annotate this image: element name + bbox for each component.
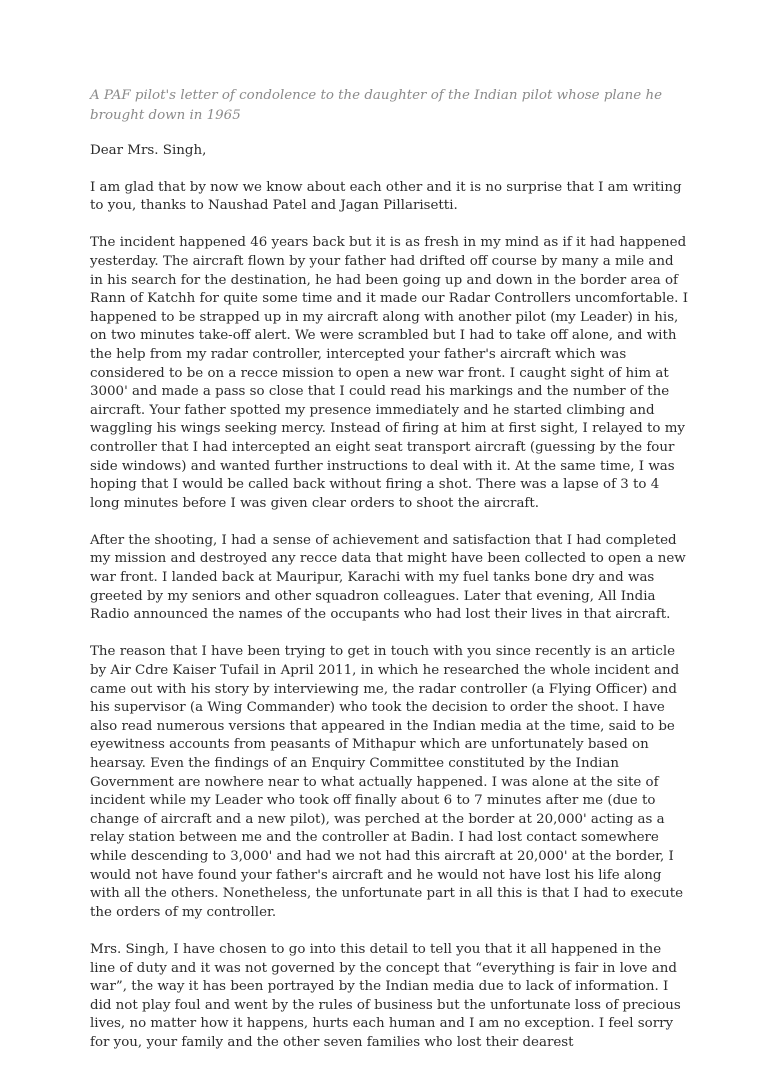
paragraph-reason: The reason that I have been trying to get in touch with you since recently is an article by Air Cdre Kaiser Tufail in April 2011, in which he researched the whole incident and came out with his story by interviewing me, the radar controller (a Flying Officer) and his supervisor (a Wing Commander) who took the decision to order the shoot. I have also read numerous versions that appeared in the Indian media at the time, said to be eyewitness accounts from peasants of Mithapur which are unfortunately based on hearsay. Even the findings of an Enquiry Committee constituted by the Indian Government are nowhere near to what actually happened. I was alone at the site of incident while my Leader who took off finally about 6 to 7 minutes after me (due to change of aircraft and a new pilot), was perched at the border at 20,000' acting as a relay station between me and the controller at Badin. I had lost contact somewhere while descending to 3,000' and had we not had this aircraft at 20,000' at the border, I would not have found your father's aircraft and he would not have lost his life along with all the others. Nonetheless, the unfortunate part in all this is that I had to execute the orders of my controller. xyxy=(90,644,684,920)
paragraph-incident: The incident happened 46 years back but it is as fresh in my mind as if it had happened yesterday. The aircraft flown by your father had drifted off course by many a mile and in his search for the destination, he had been going up and down in the border area of Rann of Katchh for quite some time and it made our Radar Controllers uncomfortable. I happened to be strapped up in my aircraft along with another pilot (my Leader) in his, on two minutes take-off alert. We were scrambled but I had to take off alone, and with the help from my radar controller, intercepted your father's aircraft which was considered to be on a recce mission to open a new war front. I caught sight of him at 3000' and made a pass so close that I could read his markings and the number of the aircraft. Your father spotted my presence immediately and he started climbing and waggling his wings seeking mercy. Instead of firing at him at first sight, I relayed to my controller that I had intercepted an eight seat transport aircraft (guessing by the four side windows) and wanted further instructions to deal with it. At the same time, I was hoping that I would be called back without firing a shot. There was a lapse of 3 to 4 long minutes before I was given clear orders to shoot the aircraft. xyxy=(90,235,688,511)
salutation: Dear Mrs. Singh, xyxy=(90,143,207,158)
paragraph-intro: I am glad that by now we know about each other and it is no surprise that I am writing to you, thanks to Naushad Patel and Jagan Pillarisetti. xyxy=(90,179,682,214)
paragraph-after-shooting: After the shooting, I had a sense of achievement and satisfaction that I had completed my mission and destroyed any recce data that might have been collected to open a new war front. I landed back at Mauripur, Karachi with my fuel tanks bone dry and was greeted by my seniors and other squadron colleagues. Later that evening, All India Radio announced the names of the occupants who had lost their lives in that aircraft. xyxy=(90,532,686,623)
letter-body xyxy=(90,86,690,1071)
document-title: A PAF pilot's letter of condolence to the daughter of the Indian pilot whose plane he brought down in 1965 xyxy=(90,88,663,123)
paragraph-duty: Mrs. Singh, I have chosen to go into this detail to tell you that it all happened in the line of duty and it was not governed by the concept that “everything is fair in love and war”, the way it has been portrayed by the Indian media due to lack of information. I did not play foul and went by the rules of business but the unfortunate loss of precious lives, no matter how it happens, hurts each human and I am no exception. I feel sorry for you, your family and the other seven families who lost their dearest xyxy=(90,941,681,1050)
